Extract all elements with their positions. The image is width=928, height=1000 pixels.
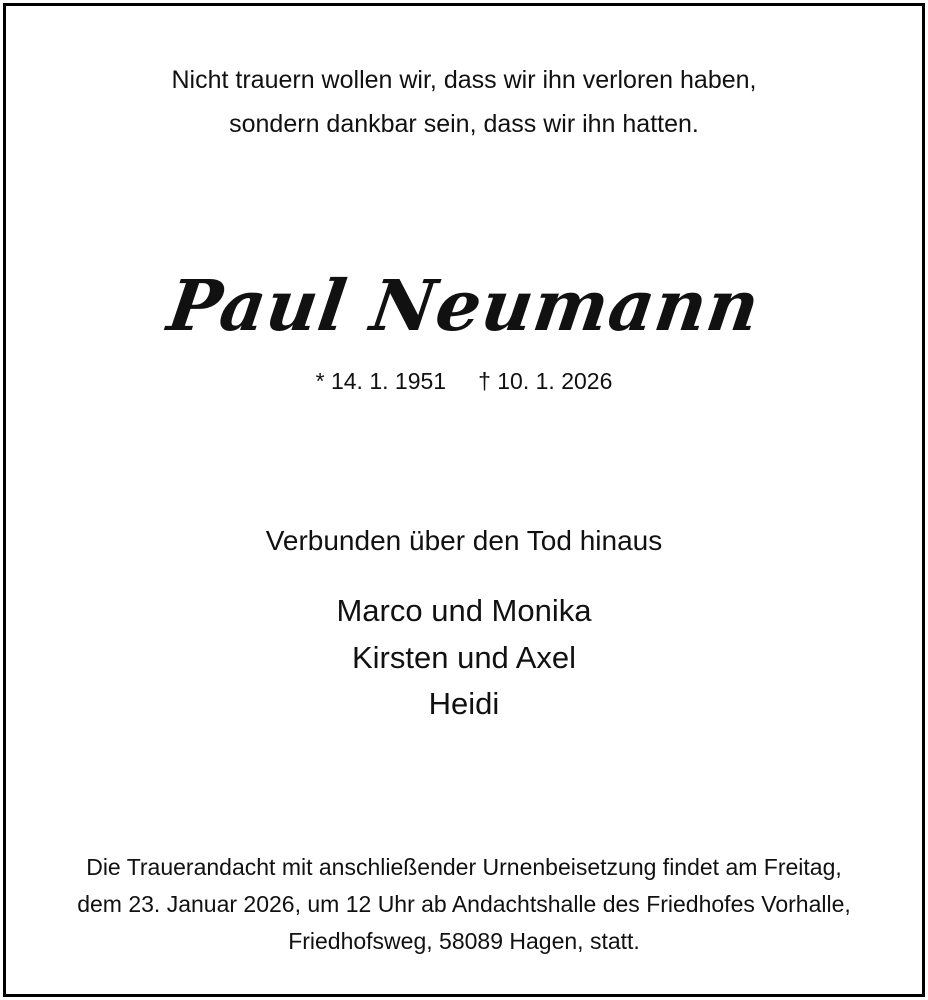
quote-line-1: Nicht trauern wollen wir, dass wir ihn verloren haben,: [171, 66, 757, 94]
funeral-notice-line-3: Friedhofsweg, 58089 Hagen, statt.: [288, 928, 640, 954]
funeral-notice-line-1: Die Trauerandacht mit anschließender Urnenbeisetzung findet am Freitag,: [86, 854, 842, 880]
obituary-card: [3, 3, 925, 997]
birth-date: * 14. 1. 1951: [315, 368, 447, 394]
mourner-name: Kirsten und Axel: [351, 640, 577, 675]
deceased-name: Paul Neumann: [162, 264, 766, 347]
quote-line-2: sondern dankbar sein, dass wir ihn hatten.: [229, 110, 699, 138]
life-dates: [6, 364, 922, 398]
mourner-name: Marco und Monika: [336, 593, 592, 628]
death-date: † 10. 1. 2026: [478, 368, 613, 394]
mourner-name: Heidi: [428, 686, 500, 721]
mourners-intro: Verbunden über den Tod hinaus: [265, 525, 663, 556]
funeral-notice-line-2: dem 23. Januar 2026, um 12 Uhr ab Andachtshalle des Friedhofes Vorhalle,: [77, 891, 851, 917]
